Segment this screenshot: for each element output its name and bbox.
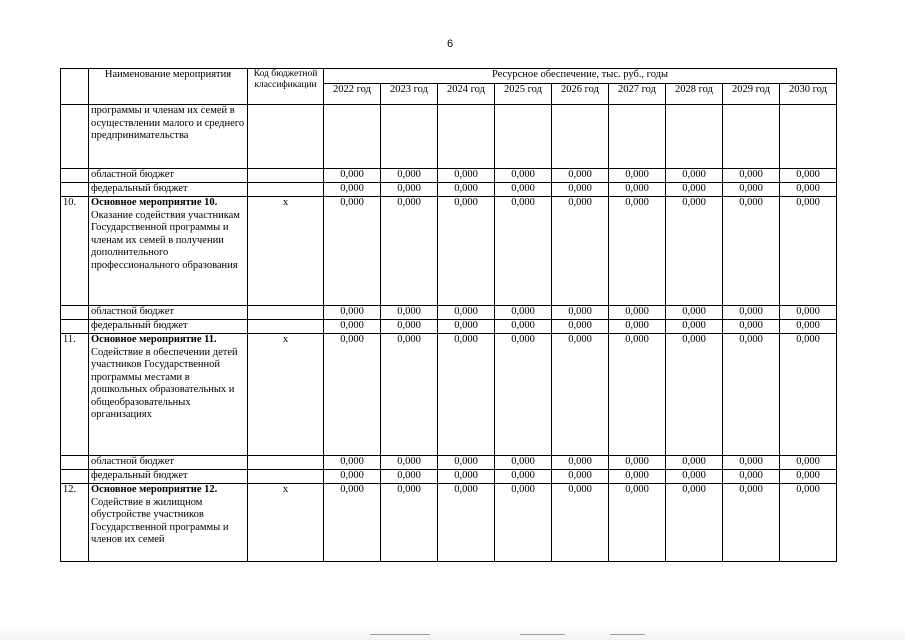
empty-cell	[552, 105, 609, 169]
activity-row	[61, 484, 837, 562]
empty-cell	[248, 320, 324, 334]
scan-edge	[0, 628, 905, 640]
amount-cell: 0,000	[552, 470, 609, 484]
empty-cell	[248, 169, 324, 183]
budget-source-label: федеральный бюджет	[89, 183, 248, 197]
amount-cell: 0,000	[438, 470, 495, 484]
amount-cell: 0,000	[324, 456, 381, 470]
budget-code: х	[248, 334, 324, 456]
amount-cell: 0,000	[495, 183, 552, 197]
amount-cell: 0,000	[552, 306, 609, 320]
amount-cell: 0,000	[438, 197, 495, 306]
budget-subrow	[61, 169, 837, 183]
empty-cell	[495, 105, 552, 169]
empty-cell	[61, 470, 89, 484]
header-code: Код бюджетной классификации	[248, 69, 324, 105]
amount-cell: 0,000	[438, 484, 495, 562]
empty-cell	[61, 320, 89, 334]
amount-cell: 0,000	[495, 470, 552, 484]
amount-cell: 0,000	[552, 456, 609, 470]
amount-cell: 0,000	[552, 334, 609, 456]
amount-cell: 0,000	[381, 197, 438, 306]
amount-cell: 0,000	[324, 306, 381, 320]
header-resources: Ресурсное обеспечение, тыс. руб., годы	[324, 69, 837, 84]
activity-row	[61, 197, 837, 306]
amount-cell: 0,000	[381, 334, 438, 456]
amount-cell: 0,000	[666, 484, 723, 562]
amount-cell: 0,000	[324, 320, 381, 334]
budget-code: х	[248, 484, 324, 562]
amount-cell: 0,000	[666, 197, 723, 306]
amount-cell: 0,000	[609, 183, 666, 197]
budget-source-label: областной бюджет	[89, 456, 248, 470]
amount-cell: 0,000	[438, 456, 495, 470]
amount-cell: 0,000	[381, 183, 438, 197]
empty-cell	[248, 105, 324, 169]
amount-cell: 0,000	[723, 197, 780, 306]
amount-cell: 0,000	[438, 169, 495, 183]
amount-cell: 0,000	[666, 183, 723, 197]
amount-cell: 0,000	[723, 169, 780, 183]
empty-cell	[666, 105, 723, 169]
amount-cell: 0,000	[381, 169, 438, 183]
amount-cell: 0,000	[723, 306, 780, 320]
amount-cell: 0,000	[324, 183, 381, 197]
activity-title: Основное мероприятие 11.	[91, 334, 217, 345]
amount-cell: 0,000	[780, 183, 837, 197]
row-number: 12.	[61, 484, 89, 562]
amount-cell: 0,000	[495, 306, 552, 320]
scan-artifact	[370, 634, 430, 635]
budget-source-label: федеральный бюджет	[89, 470, 248, 484]
amount-cell: 0,000	[780, 306, 837, 320]
activity-description: программы и членам их семей в осуществлении малого и среднего предпринимательства	[89, 105, 248, 169]
row-number: 11.	[61, 334, 89, 456]
amount-cell: 0,000	[495, 456, 552, 470]
budget-subrow	[61, 470, 837, 484]
budget-source-label: областной бюджет	[89, 169, 248, 183]
row-number: 10.	[61, 197, 89, 306]
page-number: 6	[447, 38, 454, 50]
budget-code: х	[248, 197, 324, 306]
amount-cell: 0,000	[552, 484, 609, 562]
amount-cell: 0,000	[780, 320, 837, 334]
amount-cell: 0,000	[552, 183, 609, 197]
activity-name-cell	[89, 334, 248, 456]
budget-source-label: федеральный бюджет	[89, 320, 248, 334]
amount-cell: 0,000	[609, 456, 666, 470]
scan-artifact	[520, 634, 565, 635]
amount-cell: 0,000	[723, 320, 780, 334]
amount-cell: 0,000	[324, 484, 381, 562]
empty-cell	[61, 456, 89, 470]
amount-cell: 0,000	[438, 334, 495, 456]
activity-name-cell	[89, 197, 248, 306]
activity-title: Основное мероприятие 10.	[91, 197, 218, 208]
amount-cell: 0,000	[381, 306, 438, 320]
empty-cell	[61, 183, 89, 197]
amount-cell: 0,000	[609, 169, 666, 183]
amount-cell: 0,000	[324, 470, 381, 484]
amount-cell: 0,000	[723, 470, 780, 484]
amount-cell: 0,000	[666, 320, 723, 334]
amount-cell: 0,000	[723, 456, 780, 470]
budget-subrow	[61, 456, 837, 470]
amount-cell: 0,000	[780, 197, 837, 306]
amount-cell: 0,000	[552, 197, 609, 306]
amount-cell: 0,000	[609, 306, 666, 320]
activity-name-cell	[89, 484, 248, 562]
amount-cell: 0,000	[324, 169, 381, 183]
header-year: 2026 год	[552, 84, 609, 105]
empty-cell	[61, 105, 89, 169]
amount-cell: 0,000	[666, 456, 723, 470]
amount-cell: 0,000	[495, 320, 552, 334]
amount-cell: 0,000	[381, 484, 438, 562]
header-year: 2030 год	[780, 84, 837, 105]
header-year: 2029 год	[723, 84, 780, 105]
continuation-row	[61, 105, 837, 169]
activity-description: Содействие в жилищном обустройстве участников Государственной программы и членов их семей	[91, 496, 229, 545]
resource-table	[60, 68, 837, 562]
header-year: 2024 год	[438, 84, 495, 105]
amount-cell: 0,000	[780, 470, 837, 484]
empty-cell	[248, 306, 324, 320]
amount-cell: 0,000	[381, 456, 438, 470]
activity-description: Содействие в обеспечении детей участников Государственной программы местами в дошкольных образовательных и общеобразовательных организациях	[91, 346, 238, 420]
empty-cell	[381, 105, 438, 169]
empty-cell	[61, 169, 89, 183]
empty-cell	[248, 470, 324, 484]
activity-row	[61, 334, 837, 456]
amount-cell: 0,000	[723, 484, 780, 562]
amount-cell: 0,000	[609, 197, 666, 306]
amount-cell: 0,000	[495, 169, 552, 183]
amount-cell: 0,000	[324, 334, 381, 456]
empty-cell	[324, 105, 381, 169]
activity-description: Оказание содействия участникам Государственной программы и членам их семей в получении дополнительного профессионального образования	[91, 209, 240, 271]
amount-cell: 0,000	[381, 320, 438, 334]
amount-cell: 0,000	[723, 183, 780, 197]
empty-cell	[780, 105, 837, 169]
empty-cell	[248, 456, 324, 470]
empty-cell	[438, 105, 495, 169]
activity-title: Основное мероприятие 12.	[91, 484, 218, 495]
amount-cell: 0,000	[495, 484, 552, 562]
empty-cell	[723, 105, 780, 169]
amount-cell: 0,000	[609, 484, 666, 562]
amount-cell: 0,000	[666, 470, 723, 484]
budget-subrow	[61, 183, 837, 197]
budget-subrow	[61, 306, 837, 320]
amount-cell: 0,000	[780, 456, 837, 470]
header-name: Наименование мероприятия	[89, 69, 248, 105]
amount-cell: 0,000	[666, 334, 723, 456]
header-year: 2027 год	[609, 84, 666, 105]
amount-cell: 0,000	[609, 334, 666, 456]
amount-cell: 0,000	[780, 334, 837, 456]
header-year: 2023 год	[381, 84, 438, 105]
amount-cell: 0,000	[381, 470, 438, 484]
amount-cell: 0,000	[495, 197, 552, 306]
amount-cell: 0,000	[723, 334, 780, 456]
amount-cell: 0,000	[609, 320, 666, 334]
amount-cell: 0,000	[552, 169, 609, 183]
header-year: 2022 год	[324, 84, 381, 105]
empty-cell	[248, 183, 324, 197]
amount-cell: 0,000	[609, 470, 666, 484]
amount-cell: 0,000	[438, 306, 495, 320]
budget-source-label: областной бюджет	[89, 306, 248, 320]
amount-cell: 0,000	[495, 334, 552, 456]
budget-subrow	[61, 320, 837, 334]
amount-cell: 0,000	[438, 320, 495, 334]
amount-cell: 0,000	[780, 484, 837, 562]
header-year: 2025 год	[495, 84, 552, 105]
amount-cell: 0,000	[438, 183, 495, 197]
header-number	[61, 69, 89, 105]
header-year: 2028 год	[666, 84, 723, 105]
empty-cell	[61, 306, 89, 320]
amount-cell: 0,000	[324, 197, 381, 306]
scan-artifact	[610, 634, 645, 635]
amount-cell: 0,000	[552, 320, 609, 334]
amount-cell: 0,000	[666, 169, 723, 183]
amount-cell: 0,000	[780, 169, 837, 183]
empty-cell	[609, 105, 666, 169]
amount-cell: 0,000	[666, 306, 723, 320]
